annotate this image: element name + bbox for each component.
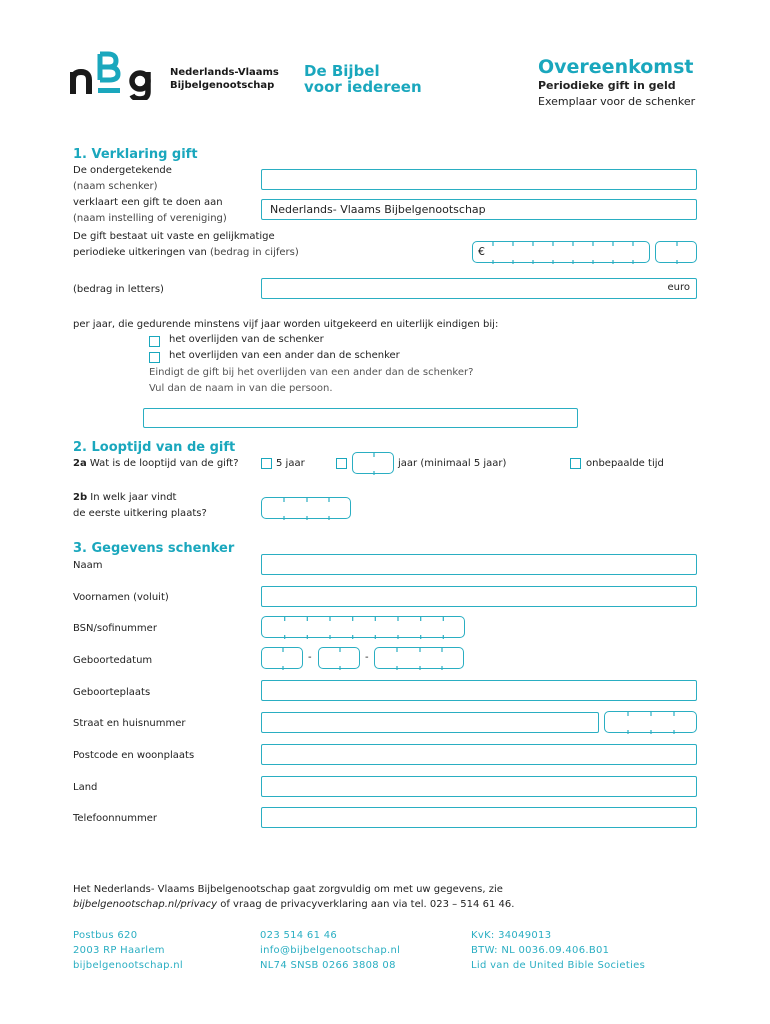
option-other-death-label: het overlijden van een ander dan de schenker (169, 350, 400, 361)
amount-digits-field[interactable] (472, 241, 650, 263)
birthdate-label: Geboortedatum (73, 655, 153, 666)
nbg-logo (70, 50, 160, 100)
section2-heading: 2. Looptijd van de gift (73, 440, 236, 455)
footer-phone: 023 514 61 46 (260, 930, 338, 941)
periodic-payments-label (73, 247, 299, 258)
other-person-name-field[interactable] (143, 408, 578, 428)
document-subtitle: Periodieke gift in geld (538, 79, 676, 92)
donor-name-field[interactable] (261, 169, 697, 190)
date-separator-1: - (308, 652, 312, 663)
country-label: Land (73, 782, 98, 793)
firstnames-label: Voornamen (voluit) (73, 592, 169, 603)
year-dividers (262, 498, 352, 520)
q2b-number: 2b (73, 492, 88, 503)
option-other-death-checkbox[interactable] (149, 352, 160, 363)
duration-years-field[interactable] (352, 452, 394, 474)
privacy-line2 (73, 899, 514, 910)
footer-kvk: KvK: 34049013 (471, 930, 552, 941)
duration-5-years-label: 5 jaar (276, 458, 305, 469)
slogan-line2: voor iedereen (304, 78, 422, 96)
section3-heading: 3. Gegevens schenker (73, 541, 235, 556)
amount-digit-dividers (473, 242, 651, 264)
date-separator-2: - (365, 652, 369, 663)
country-field[interactable] (261, 776, 697, 797)
donor-label: De ondergetekende (73, 165, 172, 176)
phone-field[interactable] (261, 807, 697, 828)
q2a-label (73, 458, 239, 469)
duration-indefinite-checkbox[interactable] (570, 458, 581, 469)
birth-year-field[interactable] (374, 647, 464, 669)
month-divider (319, 648, 361, 670)
other-person-question: Eindigt de gift bij het overlijden van een ander dan de schenker? (149, 367, 474, 378)
option-donor-death-label: het overlijden van de schenker (169, 334, 324, 345)
q2b-label-line2: de eerste uitkering plaats? (73, 508, 207, 519)
footer-website-link[interactable]: bijbelgenootschap.nl (73, 960, 183, 971)
duration-divider (353, 453, 395, 475)
nbg-logo-icon (70, 50, 160, 100)
privacy-link[interactable]: bijbelgenootschap.nl/privacy (73, 899, 218, 910)
street-field[interactable] (261, 712, 599, 733)
footer-email-link[interactable]: info@bijbelgenootschap.nl (260, 945, 401, 956)
street-label: Straat en huisnummer (73, 718, 186, 729)
q2b-label-line1 (73, 492, 176, 503)
duration-custom-checkbox[interactable] (336, 458, 347, 469)
amount-cents-field[interactable] (655, 241, 697, 263)
day-divider (262, 648, 304, 670)
name-field[interactable] (261, 554, 697, 575)
institution-sublabel: (naam instelling of vereniging) (73, 213, 227, 224)
phone-label: Telefoonnummer (73, 813, 158, 824)
footer-btw: BTW: NL 0036.09.406.B01 (471, 945, 610, 956)
duration-custom-label: jaar (minimaal 5 jaar) (398, 458, 507, 469)
duration-5-years-checkbox[interactable] (261, 458, 272, 469)
name-label: Naam (73, 560, 103, 571)
footer-ubs: Lid van de United Bible Societies (471, 960, 646, 971)
firstnames-field[interactable] (261, 586, 697, 607)
amount-letters-label: (bedrag in letters) (73, 284, 164, 295)
birth-year-dividers (375, 648, 465, 670)
fixed-payments-label: De gift bestaat uit vaste en gelijkmatige (73, 231, 275, 242)
q2b-text-line1: In welk jaar vindt (87, 492, 177, 503)
q2a-number: 2a (73, 458, 87, 469)
other-person-instruction: Vul dan de naam in van die persoon. (149, 383, 333, 394)
first-payment-year-field[interactable] (261, 497, 351, 519)
org-name-line1: Nederlands-Vlaams (170, 67, 279, 78)
copy-note: Exemplaar voor de schenker (538, 95, 696, 108)
slogan-line1: De Bijbel (304, 62, 380, 80)
per-year-text: per jaar, die gedurende minstens vijf jaar worden uitgekeerd en uiterlijk eindigen bij: (73, 319, 499, 330)
institution-value: Nederlands- Vlaams Bijbelgenootschap (270, 203, 486, 216)
amount-letters-field[interactable] (261, 278, 697, 299)
postcode-label: Postcode en woonplaats (73, 750, 195, 761)
postcode-field[interactable] (261, 744, 697, 765)
cents-divider (656, 242, 698, 264)
footer-address-2: 2003 RP Haarlem (73, 945, 165, 956)
footer-iban: NL74 SNSB 0266 3808 08 (260, 960, 396, 971)
birth-day-field[interactable] (261, 647, 303, 669)
gift-to-label: verklaart een gift te doen aan (73, 197, 223, 208)
birthplace-field[interactable] (261, 680, 697, 701)
euro-symbol: € (478, 245, 485, 258)
euro-word: euro (667, 282, 690, 293)
amount-digits-sublabel: (bedrag in cijfers) (209, 247, 299, 258)
birth-month-field[interactable] (318, 647, 360, 669)
footer-address-1: Postbus 620 (73, 930, 138, 941)
house-number-field[interactable] (604, 711, 697, 733)
document-title: Overeenkomst (538, 56, 694, 78)
house-number-dividers (605, 712, 698, 734)
bsn-label: BSN/sofinummer (73, 623, 157, 634)
org-name-line2: Bijbelgenootschap (170, 80, 275, 91)
bsn-dividers (262, 617, 466, 639)
duration-indefinite-label: onbepaalde tijd (586, 458, 664, 469)
privacy-line2-text: of vraag de privacyverklaring aan via tel. 023 – 514 61 46. (217, 899, 515, 910)
q2a-text: Wat is de looptijd van de gift? (86, 458, 239, 469)
institution-field[interactable] (261, 199, 697, 220)
birthplace-label: Geboorteplaats (73, 687, 151, 698)
privacy-line1: Het Nederlands- Vlaams Bijbelgenootschap gaat zorgvuldig om met uw gegevens, zie (73, 884, 503, 895)
donor-sublabel: (naam schenker) (73, 181, 158, 192)
periodic-payments-text: periodieke uitkeringen van (73, 247, 210, 258)
bsn-field[interactable] (261, 616, 465, 638)
option-donor-death-checkbox[interactable] (149, 336, 160, 347)
section1-heading: 1. Verklaring gift (73, 147, 198, 162)
